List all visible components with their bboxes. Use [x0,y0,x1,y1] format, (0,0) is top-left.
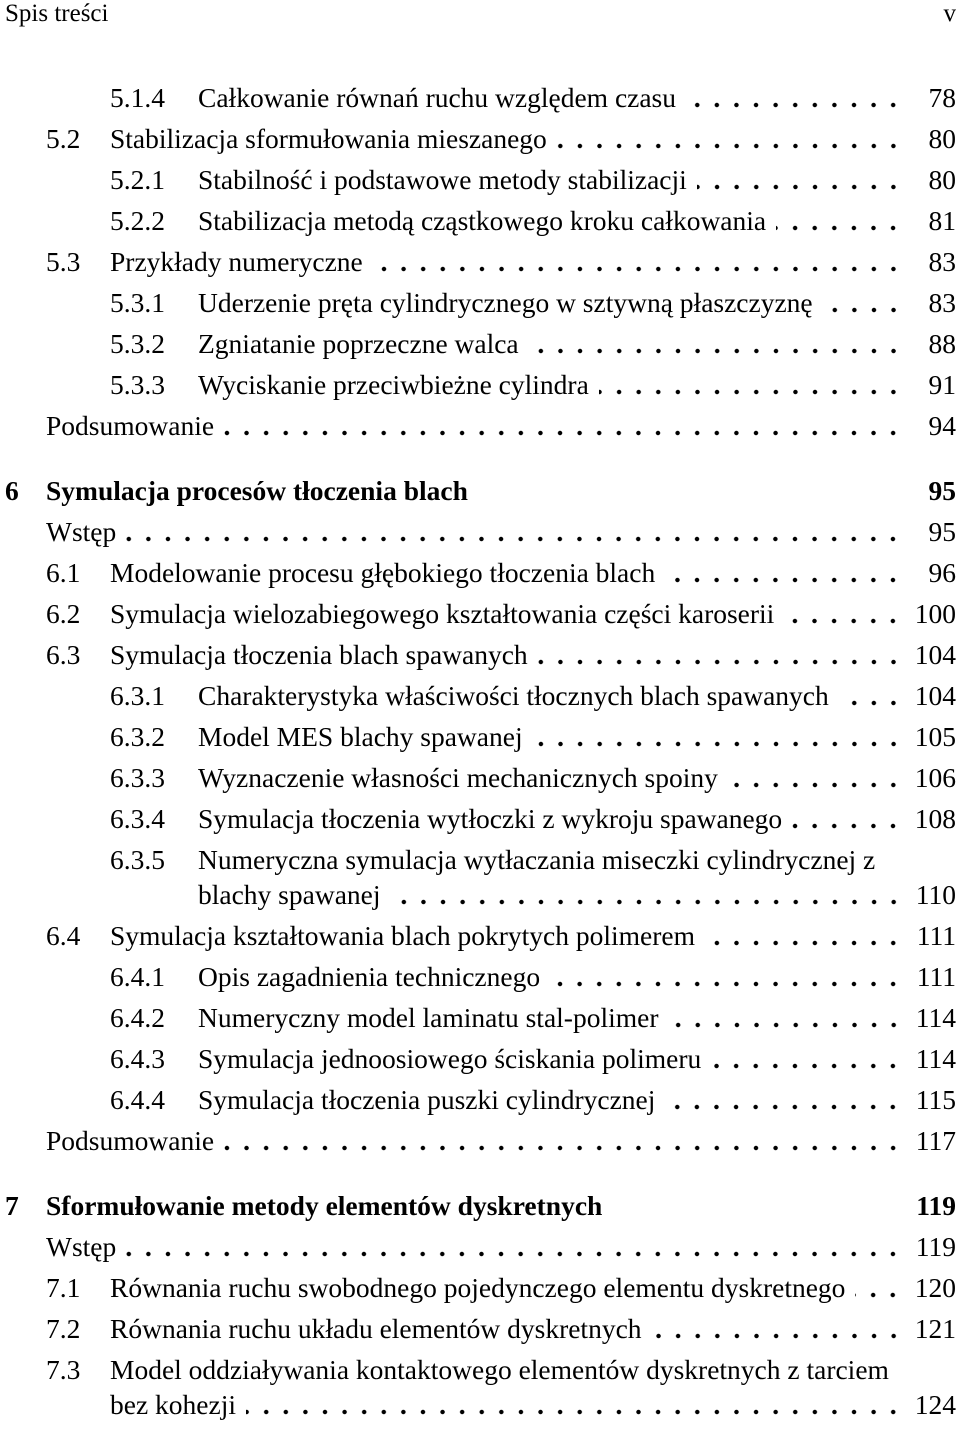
toc-entry [0,801,956,836]
toc-entry [0,162,956,197]
toc-entry [0,1123,956,1158]
dot-leader [533,719,903,754]
dot-leader [224,1123,903,1158]
toc-entry [0,596,956,631]
toc-entry [0,678,956,713]
entry-title-last-line [198,877,956,912]
entry-title: Symulacja jednoosiowego ściskania polimeru [198,1043,702,1074]
entry-page: 81 [928,205,956,236]
chapter-title: Symulacja procesów tłoczenia blach [46,475,468,506]
header-page-number: v [943,0,956,27]
dot-leader [652,1311,903,1346]
entry-title: Charakterystyka właściwości tłocznych blach spawanych [198,680,829,711]
entry-page: 104 [914,680,956,711]
dot-leader [728,760,903,795]
entry-number: 5.2.1 [110,164,165,195]
toc-entry [0,80,956,115]
dot-leader [711,1041,903,1076]
entry-title: Wstęp [46,516,117,547]
chapter-page: 95 [928,475,956,506]
entry-page: 114 [915,1043,956,1074]
chapter-title: Sformułowanie metody elementów dyskretnych [46,1190,603,1221]
entry-title-line: bez kohezji [110,1389,236,1420]
entry-number: 6.3.3 [110,762,165,793]
toc-entry [0,514,956,549]
entry-title: Modelowanie procesu głębokiego tłoczenia blach [110,557,656,588]
entry-number: 6.3.5 [110,844,165,875]
entry-number: 6.3 [46,639,81,670]
entry-page: 88 [928,328,956,359]
toc-entry [0,203,956,238]
dot-leader [823,285,903,320]
entry-number: 6.4.1 [110,961,165,992]
toc-entry [0,1041,956,1076]
entry-page: 115 [915,1084,956,1115]
dot-leader [126,514,903,549]
entry-title: Wyznaczenie własności mechanicznych spoiny [198,762,718,793]
dot-leader [839,678,903,713]
dot-leader [391,877,904,912]
dot-leader [792,801,903,836]
toc-entry [0,918,956,953]
entry-title: Całkowanie równań ruchu względem czasu [198,82,677,113]
entry-number: 6.2 [46,598,81,629]
entry-number: 5.3 [46,246,81,277]
toc-chapter [0,1188,956,1223]
running-header [5,0,956,28]
entry-page: 121 [914,1313,956,1344]
toc-entry [0,555,956,590]
dot-leader [246,1387,903,1422]
dot-leader [599,367,903,402]
header-title: Spis treści [5,0,109,27]
entry-title: Numeryczny model laminatu stal-polimer [198,1002,659,1033]
entry-title: Wyciskanie przeciwbieżne cylindra [198,369,589,400]
entry-number: 6.4.4 [110,1084,165,1115]
entry-title: Symulacja tłoczenia wytłoczki z wykroju spawanego [198,803,783,834]
entry-title: Symulacja tłoczenia puszki cylindrycznej [198,1084,656,1115]
entry-title-line: Numeryczna symulacja wytłaczania miseczki cylindrycznej z [198,844,876,875]
entry-page: 83 [928,246,956,277]
entry-page: 111 [916,920,956,951]
entry-page: 80 [928,164,956,195]
dot-leader [550,959,903,994]
entry-title: Podsumowanie [46,410,215,441]
entry-page: 106 [914,762,956,793]
chapter-number: 7 [5,1190,19,1221]
toc-entry [0,1082,956,1117]
toc-entry [0,1000,956,1035]
entry-page: 100 [914,598,956,629]
entry-page: 80 [928,123,956,154]
dot-leader [665,555,903,590]
entry-title: Uderzenie pręta cylindrycznego w sztywną płaszczyznę [198,287,813,318]
dot-leader [705,918,903,953]
entry-page: 110 [915,879,956,910]
entry-page: 120 [914,1272,956,1303]
toc-entry [0,244,956,279]
entry-title: Przykłady numeryczne [110,246,363,277]
entry-page: 78 [928,82,956,113]
toc-entry [0,760,956,795]
entry-page: 95 [928,516,956,547]
entry-page: 119 [915,1231,956,1262]
entry-page: 104 [914,639,956,670]
entry-title: Model MES blachy spawanej [198,721,523,752]
entry-number: 7.3 [46,1354,81,1385]
entry-page: 91 [928,369,956,400]
entry-title: Stabilizacja metodą cząstkowego kroku całkowania [198,205,767,236]
dot-leader [784,596,903,631]
toc-entry [0,719,956,754]
entry-number: 6.4.3 [110,1043,165,1074]
toc-entry [0,1311,956,1346]
dot-leader [126,1229,903,1264]
entry-title: Równania ruchu swobodnego pojedynczego elementu dyskretnego [110,1272,846,1303]
toc-entry [0,1352,956,1422]
toc-entry [0,959,956,994]
toc-entry [0,637,956,672]
entry-number: 6.3.4 [110,803,165,834]
entry-number: 6.4 [46,920,81,951]
entry-page: 117 [915,1125,956,1156]
chapter-page: 119 [916,1190,956,1221]
entry-number: 5.3.2 [110,328,165,359]
entry-page: 83 [928,287,956,318]
entry-page: 111 [916,961,956,992]
dot-leader [686,80,903,115]
toc-entry [0,326,956,361]
dot-leader [529,326,903,361]
toc-entry [0,367,956,402]
dot-leader [665,1082,903,1117]
entry-number: 7.1 [46,1272,81,1303]
dot-leader [776,203,903,238]
toc-entry [0,842,956,912]
dot-leader [224,408,903,443]
entry-title: Zgniatanie poprzeczne walca [198,328,519,359]
entry-page: 124 [914,1389,956,1420]
toc-entry [0,285,956,320]
entry-page: 114 [915,1002,956,1033]
entry-page: 108 [914,803,956,834]
entry-page: 96 [928,557,956,588]
entry-page: 105 [914,721,956,752]
entry-title: Symulacja tłoczenia blach spawanych [110,639,528,670]
entry-number: 5.2 [46,123,81,154]
entry-number: 5.1.4 [110,82,165,113]
entry-title: Symulacja kształtowania blach pokrytych polimerem [110,920,695,951]
entry-page: 94 [928,410,956,441]
toc-entry [0,1270,956,1305]
entry-title: Symulacja wielozabiegowego kształtowania części karoserii [110,598,775,629]
entry-title: Stabilność i podstawowe metody stabilizacji [198,164,687,195]
dot-leader [855,1270,903,1305]
entry-number: 5.3.1 [110,287,165,318]
entry-title: Równania ruchu układu elementów dyskretnych [110,1313,642,1344]
entry-number: 7.2 [46,1313,81,1344]
dot-leader [669,1000,904,1035]
entry-number: 6.3.1 [110,680,165,711]
entry-title-line: blachy spawanej [198,879,381,910]
dot-leader [557,121,903,156]
entry-number: 6.4.2 [110,1002,165,1033]
toc-entry [0,408,956,443]
toc-chapter [0,473,956,508]
entry-number: 5.2.2 [110,205,165,236]
dot-leader [697,162,903,197]
toc-entry [0,121,956,156]
entry-number: 6.3.2 [110,721,165,752]
entry-title-line: Model oddziaływania kontaktowego elementów dyskretnych z tarciem [110,1354,889,1385]
entry-title-last-line [110,1387,956,1422]
toc-entry [0,1229,956,1264]
entry-title: Stabilizacja sformułowania mieszanego [110,123,547,154]
chapter-number: 6 [5,475,19,506]
entry-title: Opis zagadnienia technicznego [198,961,541,992]
dot-leader [373,244,903,279]
entry-title: Podsumowanie [46,1125,215,1156]
entry-number: 5.3.3 [110,369,165,400]
table-of-contents [0,80,956,1422]
entry-title: Wstęp [46,1231,117,1262]
entry-number: 6.1 [46,557,81,588]
dot-leader [538,637,903,672]
